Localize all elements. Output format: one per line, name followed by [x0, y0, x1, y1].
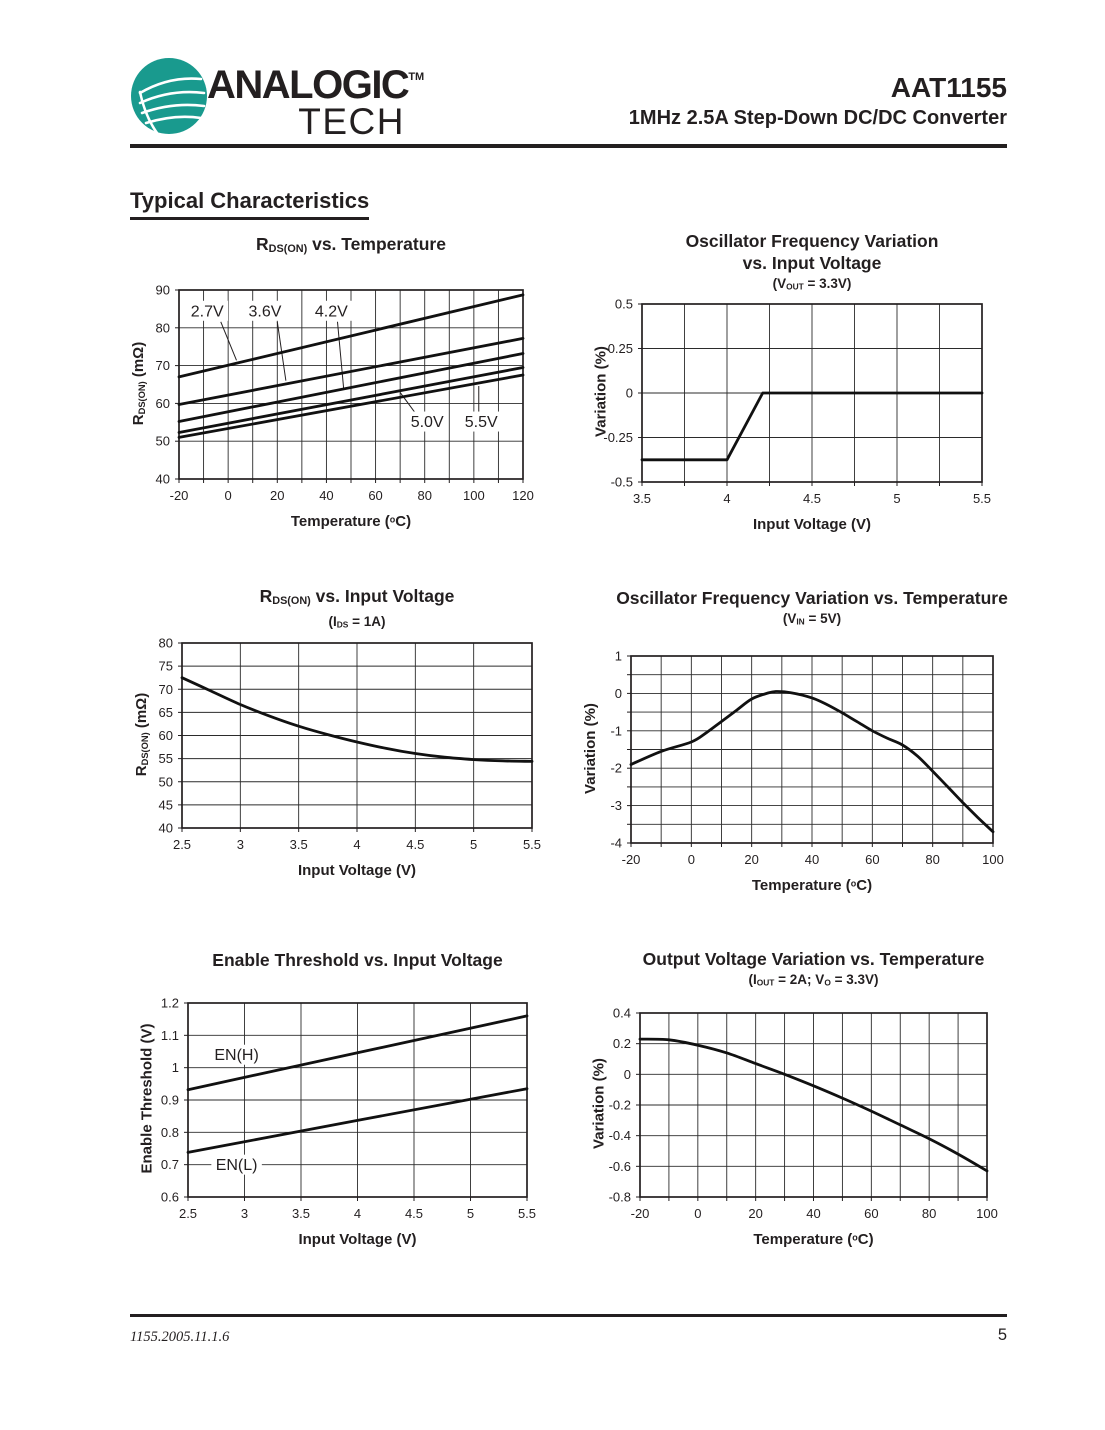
chart-subtitle: $(I_{DS} = 1A)$ — [328, 614, 386, 630]
y-tick-label: -0.6 — [608, 1158, 631, 1174]
axis-ticks — [636, 1013, 987, 1201]
x-tick-label: 4 — [353, 1206, 362, 1221]
x-tick-label: 5 — [466, 1206, 475, 1221]
header-rule — [130, 144, 1007, 148]
x-axis-label: Input Voltage (V) — [297, 862, 417, 879]
annotation-EN(L) — [211, 1155, 262, 1175]
y-axis-label: $R_{DS(ON)}$ (mΩ) — [129, 341, 147, 425]
axis-ticks — [178, 643, 532, 832]
x-axis-label: Temperature ($^o$C) — [290, 513, 412, 530]
y-tick-labels — [609, 1006, 631, 1205]
x-tick-label: 5.5 — [517, 1206, 537, 1221]
y-axis-label: Enable Threshold (V) — [138, 1023, 156, 1174]
x-tick-label: 4.5 — [404, 1206, 424, 1221]
chart-subtitle: ($I_{OUT} = 2A$; $V_O = 3.3V$) — [748, 972, 879, 988]
y-axis-label: Variation (%) — [590, 1058, 608, 1149]
x-tick-label: 3 — [236, 837, 244, 852]
chart-title-rdson-vs-vin — [107, 585, 607, 633]
footer-rule — [130, 1314, 1007, 1317]
x-tick-labels — [633, 491, 991, 506]
chart-title-oscfreq-vs-temp — [556, 587, 1068, 630]
y-tick-label: 50 — [155, 433, 170, 449]
annotation-text: 2.7V — [190, 303, 224, 321]
y-axis-label: Variation (%) — [581, 702, 599, 794]
y-tick-label: 90 — [155, 282, 170, 298]
chart-title-line: vs. Input Voltage — [742, 253, 882, 273]
y-axis-label: Variation (%) — [592, 346, 610, 437]
x-tick-label: 80 — [925, 852, 940, 867]
x-axis-label: Input Voltage (V) — [752, 516, 872, 533]
analogictech-logo — [207, 57, 425, 142]
chart-title-line: Oscillator Frequency Variation — [685, 231, 939, 251]
chart-title-line: $R_{DS(ON)}$ vs. Temperature — [256, 234, 446, 256]
y-tick-label: -2 — [610, 760, 622, 776]
x-tick-label: 80 — [417, 488, 432, 503]
y-tick-label: 0.25 — [607, 341, 633, 356]
annotation-text: 3.6V — [248, 303, 282, 321]
y-tick-label: 40 — [155, 471, 170, 487]
chart-title-line: Oscillator Frequency Variation vs. Temperature — [616, 588, 1008, 608]
y-tick-label: -4 — [610, 835, 622, 851]
page-number: 5 — [997, 1326, 1007, 1344]
y-tick-label: 1 — [614, 648, 622, 664]
annotation-text: 5.5V — [464, 414, 498, 432]
y-tick-label: 0.9 — [160, 1092, 179, 1108]
y-tick-label: -1 — [610, 723, 622, 739]
annotation-3.6V — [244, 301, 286, 321]
chart-title-rdson-vs-temp — [104, 233, 598, 260]
x-tick-label: 40 — [804, 852, 820, 867]
x-tick-label: 2.5 — [172, 837, 192, 852]
y-tick-labels — [156, 283, 170, 487]
y-tick-label: 1 — [171, 1060, 179, 1076]
annotation-5.0V — [406, 412, 448, 432]
x-tick-label: -20 — [169, 488, 189, 503]
x-tick-labels — [622, 852, 1004, 867]
y-tick-label: 70 — [155, 358, 170, 374]
y-tick-label: -3 — [610, 798, 622, 814]
x-axis-label: Input Voltage (V) — [298, 1231, 417, 1248]
chart-title-oscfreq-vs-vin — [567, 230, 1057, 295]
x-tick-label: 100 — [982, 852, 1004, 867]
x-tick-label: 60 — [368, 488, 383, 503]
y-tick-label: 45 — [158, 797, 173, 813]
x-tick-label: 3.5 — [291, 1206, 311, 1221]
y-tick-label: -0.8 — [608, 1189, 631, 1205]
x-tick-label: 40 — [806, 1206, 821, 1221]
y-tick-labels — [159, 636, 173, 836]
chart-plot-rdson-vs-temp — [123, 280, 539, 513]
y-tick-label: 0.2 — [612, 1036, 631, 1052]
chart-subtitle: $(V_{OUT} = 3.3V)$ — [772, 276, 852, 292]
header-product-block — [530, 72, 1007, 132]
x-tick-label: -20 — [621, 852, 641, 867]
gridlines — [631, 656, 993, 843]
x-tick-label: 3.5 — [289, 837, 308, 852]
x-tick-label: 5.5 — [972, 491, 992, 506]
y-tick-label: 75 — [158, 658, 173, 674]
x-tick-label: 4 — [723, 491, 731, 506]
plot-area — [609, 1006, 998, 1222]
chart-title-line: Output Voltage Variation vs. Temperature — [642, 949, 985, 969]
x-tick-label: 3.5 — [632, 491, 652, 506]
x-tick-label: 4 — [353, 837, 361, 852]
plot-area — [610, 649, 1003, 868]
annotation-5.5V — [460, 412, 502, 432]
x-tick-label: -20 — [630, 1206, 650, 1221]
part-number: AAT1155 — [890, 72, 1007, 103]
y-tick-label: 60 — [155, 395, 170, 411]
x-tick-label: 60 — [865, 852, 880, 867]
annotation-text: EN(H) — [214, 1047, 259, 1065]
x-axis-label: Temperature ($^o$C) — [753, 1231, 874, 1248]
plot-area — [159, 636, 542, 853]
x-tick-label: 4.5 — [802, 491, 822, 506]
y-tick-label: 1.1 — [160, 1027, 179, 1043]
y-tick-label: 0 — [625, 385, 633, 401]
annotation-text: 4.2V — [314, 303, 348, 321]
x-tick-labels — [170, 488, 534, 503]
y-tick-label: 80 — [158, 635, 173, 651]
y-tick-label: 0.5 — [614, 296, 633, 312]
chart-title-line: Enable Threshold vs. Input Voltage — [212, 950, 503, 970]
x-tick-label: 20 — [270, 488, 285, 503]
gridlines — [182, 643, 532, 828]
x-tick-label: 4.5 — [406, 837, 425, 852]
x-tick-labels — [631, 1206, 998, 1221]
x-tick-label: 20 — [744, 852, 759, 867]
y-tick-label: 0.6 — [160, 1189, 179, 1205]
x-tick-label: 0 — [687, 852, 695, 867]
x-tick-labels — [179, 1206, 536, 1221]
plot-area — [156, 283, 534, 504]
y-tick-label: 65 — [158, 704, 173, 720]
trademark-symbol: TM — [408, 71, 425, 83]
chart-plot-vout-vs-temp — [584, 1003, 1003, 1231]
x-tick-label: 100 — [976, 1206, 998, 1221]
axis-ticks — [627, 656, 993, 847]
y-tick-label: 40 — [158, 820, 173, 836]
annotation-leader-4.2V — [337, 322, 343, 389]
y-tick-label: 55 — [158, 751, 173, 767]
y-axis-label: $R_{DS(ON)}$ (mΩ) — [132, 692, 150, 776]
chart-title-enable-vs-vin — [113, 949, 602, 971]
plot-area — [603, 297, 991, 507]
y-tick-label: 80 — [155, 320, 170, 336]
y-tick-label: -0.4 — [608, 1128, 631, 1144]
x-tick-label: 100 — [463, 488, 485, 503]
annotation-text: EN(L) — [215, 1157, 258, 1175]
part-description: 1MHz 2.5A Step-Down DC/DC Converter — [628, 107, 1007, 129]
x-tick-label: 5 — [470, 837, 478, 852]
y-tick-label: 0 — [614, 685, 622, 701]
annotation-4.2V — [311, 301, 353, 321]
annotation-2.7V — [186, 301, 228, 321]
chart-plot-enable-vs-vin — [132, 993, 543, 1231]
doc-code: 1155.2005.11.1.6 — [130, 1329, 230, 1345]
x-axis-label: Temperature ($^o$C) — [751, 877, 873, 894]
y-tick-labels — [161, 996, 179, 1205]
chart-plot-oscfreq-vs-temp — [575, 646, 1009, 877]
logo-wordmark-analogic: ANALOGIC™ — [207, 63, 425, 107]
x-tick-label: 2.5 — [178, 1206, 198, 1221]
x-tick-label: 0 — [694, 1206, 702, 1221]
logo-leaf-icon — [129, 56, 209, 136]
chart-plot-oscfreq-vs-vin — [586, 294, 998, 516]
x-tick-label: 60 — [864, 1206, 879, 1221]
x-tick-label: 80 — [921, 1206, 937, 1221]
gridlines — [640, 1013, 987, 1197]
chart-plot-rdson-vs-vin — [126, 633, 548, 862]
chart-subtitle: $(V_{IN} = 5V)$ — [782, 611, 842, 627]
x-tick-label: 120 — [512, 488, 534, 503]
x-tick-label: 5 — [893, 491, 901, 506]
y-tick-label: 1.2 — [160, 995, 179, 1011]
x-tick-label: 40 — [319, 488, 334, 503]
y-tick-label: 50 — [158, 774, 173, 790]
chart-title-vout-vs-temp — [565, 948, 1062, 991]
y-tick-label: 0.4 — [612, 1005, 631, 1021]
y-tick-labels — [603, 297, 633, 490]
y-tick-label: 60 — [158, 728, 173, 743]
x-tick-label: 5.5 — [522, 837, 542, 852]
logo-wordmark-tech: TECH — [298, 101, 405, 142]
y-tick-label: -0.5 — [610, 474, 633, 490]
x-tick-labels — [173, 837, 541, 852]
annotation-text: 5.0V — [410, 414, 444, 432]
y-tick-label: 70 — [158, 681, 173, 697]
y-tick-labels — [610, 649, 622, 851]
x-tick-label: 20 — [748, 1206, 763, 1221]
y-tick-label: 0.8 — [160, 1124, 179, 1140]
plot-area — [161, 996, 536, 1222]
y-tick-label: -0.2 — [608, 1097, 631, 1113]
y-tick-label: 0 — [623, 1066, 631, 1082]
section-title: Typical Characteristics — [130, 188, 369, 220]
x-tick-label: 0 — [224, 488, 232, 503]
y-tick-label: -0.25 — [603, 430, 633, 445]
chart-title-line: $R_{DS(ON)}$ vs. Input Voltage — [259, 586, 455, 608]
annotation-EN(H) — [211, 1045, 262, 1065]
y-tick-label: 0.7 — [160, 1157, 179, 1173]
x-tick-label: 3 — [240, 1206, 249, 1221]
